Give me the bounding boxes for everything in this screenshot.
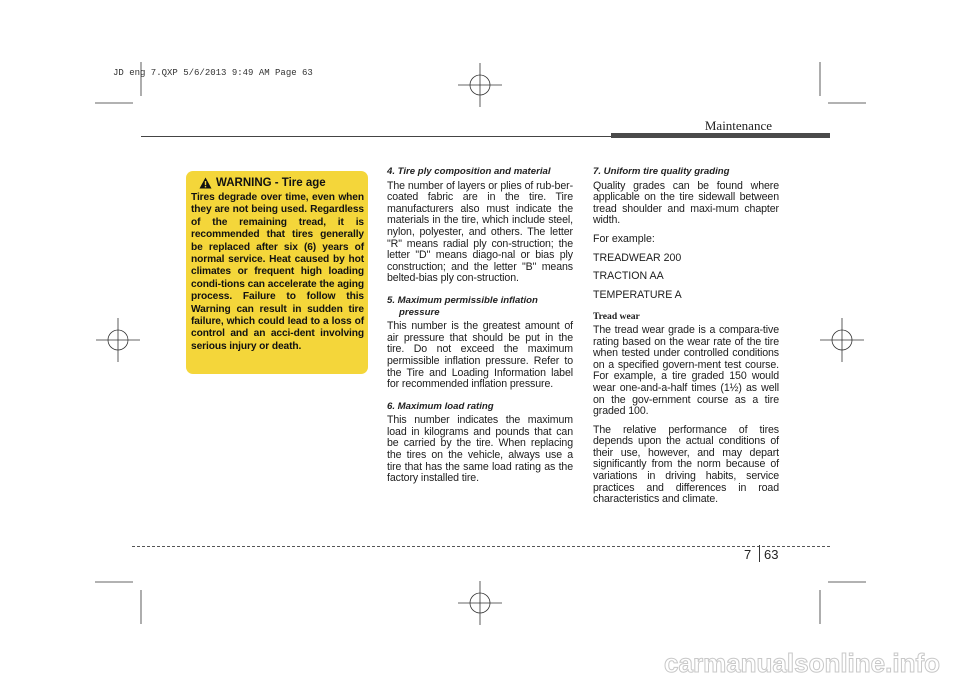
page-number-separator bbox=[759, 545, 760, 562]
heading-tread-wear: Tread wear bbox=[593, 311, 640, 323]
heading-tire-ply: 4. Tire ply composition and material bbox=[387, 166, 551, 177]
text-column-2 bbox=[593, 166, 779, 516]
heading-utqg: 7. Uniform tire quality grading bbox=[593, 166, 730, 177]
header-rule-accent bbox=[611, 133, 830, 138]
footer-rule bbox=[132, 546, 830, 547]
crop-mark-top-right bbox=[820, 62, 866, 103]
example-temperature: TEMPERATURE A bbox=[593, 288, 682, 301]
warning-header bbox=[199, 175, 364, 191]
file-slug: JD eng 7.QXP 5/6/2013 9:49 AM Page 63 bbox=[113, 68, 313, 78]
page-number: 63 bbox=[764, 547, 779, 562]
registration-target-top bbox=[458, 63, 502, 107]
text-column-1 bbox=[387, 166, 573, 495]
heading-max-inflation bbox=[387, 295, 573, 318]
crop-mark-bottom-right bbox=[820, 582, 866, 624]
watermark bbox=[0, 644, 960, 678]
registration-target-left bbox=[96, 318, 140, 362]
heading-max-inflation-line1: 5. Maximum permissible inflation bbox=[387, 294, 538, 306]
registration-target-right bbox=[820, 318, 864, 362]
watermark-text: carmanualsonline.info bbox=[664, 648, 940, 678]
example-traction: TRACTION AA bbox=[593, 270, 664, 283]
registration-target-bottom bbox=[458, 581, 502, 625]
heading-max-inflation-line2: pressure bbox=[399, 306, 440, 318]
example-label: For example: bbox=[593, 232, 655, 245]
warning-title: WARNING - Tire age bbox=[216, 177, 326, 189]
warning-text: Tires degrade over time, even when they are not being used. Regardless of the remaining tread, it is recommended that tires generally be replaced after six (6) years of normal service. Heat caused by hot climates or frequent high loading condi-tions can accelerate the aging process. Failure to follow this Warning can result in sudden tire failure, which could lead to a loss of control and an acci-dent involving serious injury or death. bbox=[191, 192, 364, 352]
paragraph-tread-wear-2: The relative performance of tires depends upon the actual conditions of their use, however, and may depart significantly from the norm because of variations in driving habits, service practices and differences in road characteristics and climate. bbox=[593, 423, 779, 506]
header-rule bbox=[141, 136, 611, 137]
warning-triangle-icon bbox=[199, 177, 212, 189]
heading-max-load: 6. Maximum load rating bbox=[387, 400, 494, 412]
paragraph-tire-ply: The number of layers or plies of rub-ber-coated fabric are in the tire. Tire manufacturers also must indicate the materials in the tire, which include steel, nylon, polyester, and others. The letter "R" means radial ply con-struction; the letter "D" means diago-nal or bias ply construction; and the letter "B" means belted-bias ply con-struction. bbox=[387, 179, 573, 285]
paragraph-tread-wear-1: The tread wear grade is a compara-tive rating based on the wear rate of the tire when tested under controlled conditions on a specified govern-ment test course. For example, a tire graded 150 would wear one-and-a-half times (1½) as well on the gov-ernment course as a tire graded 100. bbox=[593, 323, 779, 418]
section-title: Maintenance bbox=[704, 118, 772, 133]
warning-box bbox=[186, 171, 368, 374]
chapter-number: 7 bbox=[744, 547, 752, 562]
paragraph-max-load: This number indicates the maximum load in kilograms and pounds that can be carried by the tire. When replacing the tires on the vehicle, always use a tire that has the same load rating as the factory installed tire. bbox=[387, 414, 573, 485]
example-treadwear: TREADWEAR 200 bbox=[593, 251, 682, 264]
paragraph-utqg: Quality grades can be found where applicable on the tire sidewall between tread shoulder and maxi-mum chapter width. bbox=[593, 179, 779, 227]
paragraph-max-inflation: This number is the greatest amount of air pressure that should be put in the tire. Do not exceed the maximum permissible inflation pressure. Refer to the Tire and Loading Information label for recommended inflation pressure. bbox=[387, 320, 573, 391]
crop-mark-bottom-left bbox=[95, 582, 141, 624]
